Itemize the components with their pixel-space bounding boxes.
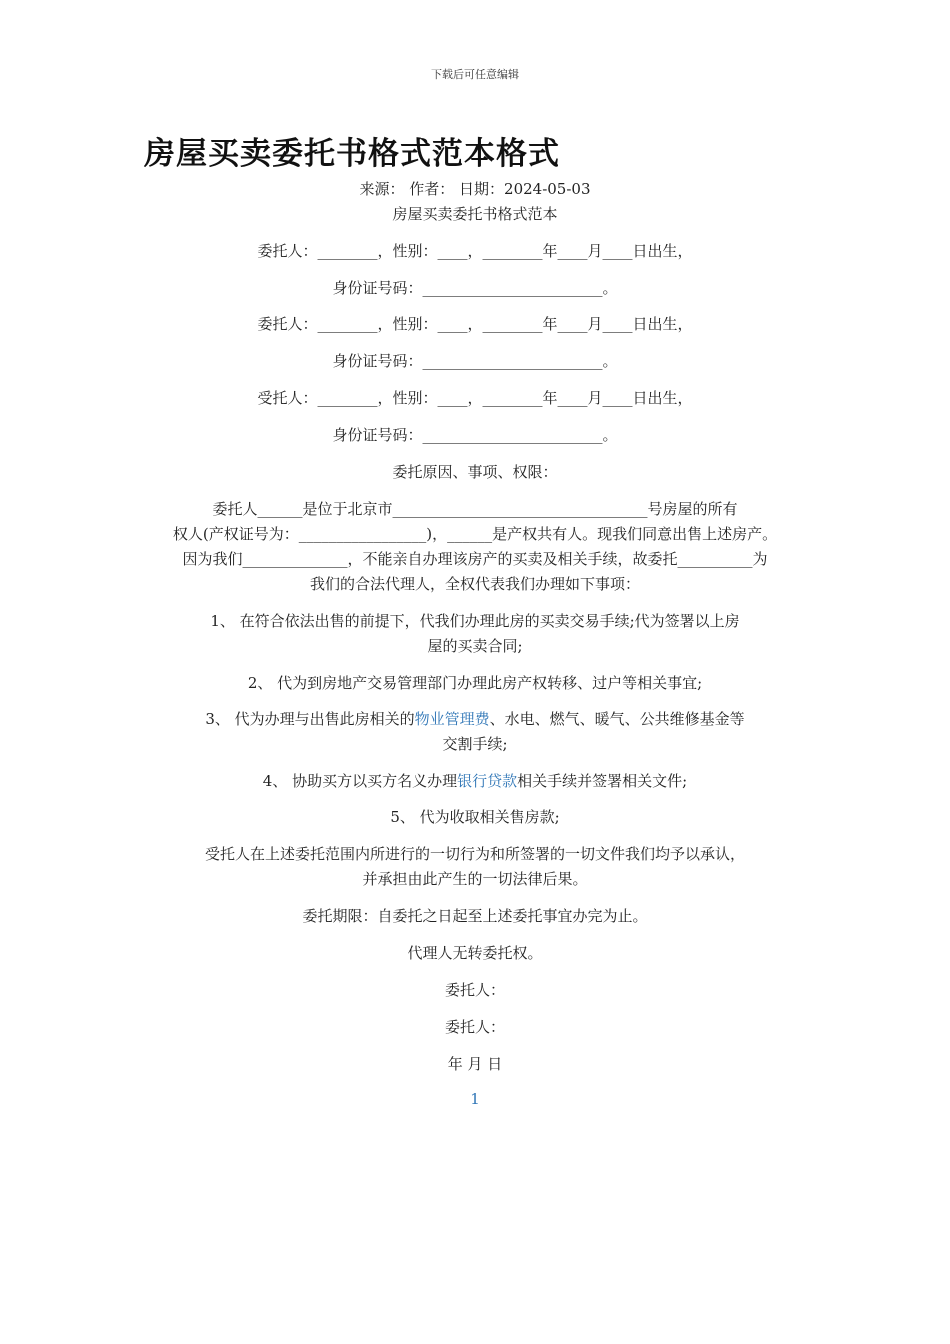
signature-principal-2: 委托人： [444, 1018, 505, 1036]
meta-line: 来源： 作者： 日期：2024-05-03 [359, 180, 591, 198]
item-1-line-1: 1、 在符合依法出售的前提下，代我们办理此房的买卖交易手续;代为签署以上房 [210, 612, 740, 630]
subtitle: 房屋买卖委托书格式范本 [392, 205, 558, 223]
no-transfer-line: 代理人无转委托权。 [407, 944, 543, 962]
item-1-line-2: 屋的买卖合同; [427, 637, 523, 655]
paragraph-line-4: 我们的合法代理人，全权代表我们办理如下事项： [309, 575, 640, 593]
acknowledge-line-1: 受托人在上述委托范围内所进行的一切行为和所签署的一切文件我们均予以承认， [204, 845, 745, 863]
term-line: 委托期限：自委托之日起至上述委托事宜办完为止。 [302, 907, 648, 925]
paragraph-line-3: 因为我们______________，不能亲自办理该房产的买卖及相关手续，故委托__________为 [182, 550, 768, 568]
page-number: 1 [470, 1090, 480, 1108]
signature-date: 年 月 日 [447, 1055, 503, 1073]
acknowledge-line-2: 并承担由此产生的一切法律后果。 [362, 870, 588, 888]
bank-loan-link[interactable]: 银行贷款 [457, 772, 518, 790]
page-title: 房屋买卖委托书格式范本格式 [144, 136, 560, 172]
agent-id: 身份证号码：________________________。 [332, 426, 618, 444]
item-3-line-1 [0, 708, 950, 729]
item-4-text-pre: 4、 协助买方以买方名义办理 [262, 772, 458, 790]
paragraph-line-2: 权人(产权证号为：_________________)，______是产权共有人。现我们同意出售上述房产。 [172, 525, 778, 543]
item-3-line-2: 交割手续; [442, 735, 508, 753]
item-3-text-pre: 3、 代为办理与出售此房相关的 [205, 710, 415, 728]
principal-2-id: 身份证号码：________________________。 [332, 352, 618, 370]
principal-1-id: 身份证号码：________________________。 [332, 279, 618, 297]
agent-line: 受托人：________，性别：____，________年____月____日出生， [257, 389, 693, 407]
reason-heading: 委托原因、事项、权限： [392, 463, 558, 481]
item-2: 2、 代为到房地产交易管理部门办理此房产权转移、过户等相关事宜; [247, 674, 703, 692]
item-4 [0, 770, 950, 791]
principal-1-line: 委托人：________，性别：____，________年____月____日出生， [257, 242, 693, 260]
item-5: 5、 代为收取相关售房款; [390, 808, 560, 826]
header-note: 下载后可任意编辑 [431, 68, 519, 81]
item-3-text-post: 、水电、燃气、暖气、公共维修基金等 [489, 710, 745, 728]
signature-principal-1: 委托人： [444, 981, 505, 999]
paragraph-line-1: 委托人______是位于北京市__________________________________号房屋的所有 [212, 500, 738, 518]
principal-2-line: 委托人：________，性别：____，________年____月____日出生， [257, 315, 693, 333]
item-4-text-post: 相关手续并签署相关文件; [517, 772, 688, 790]
property-fee-link[interactable]: 物业管理费 [414, 710, 490, 728]
